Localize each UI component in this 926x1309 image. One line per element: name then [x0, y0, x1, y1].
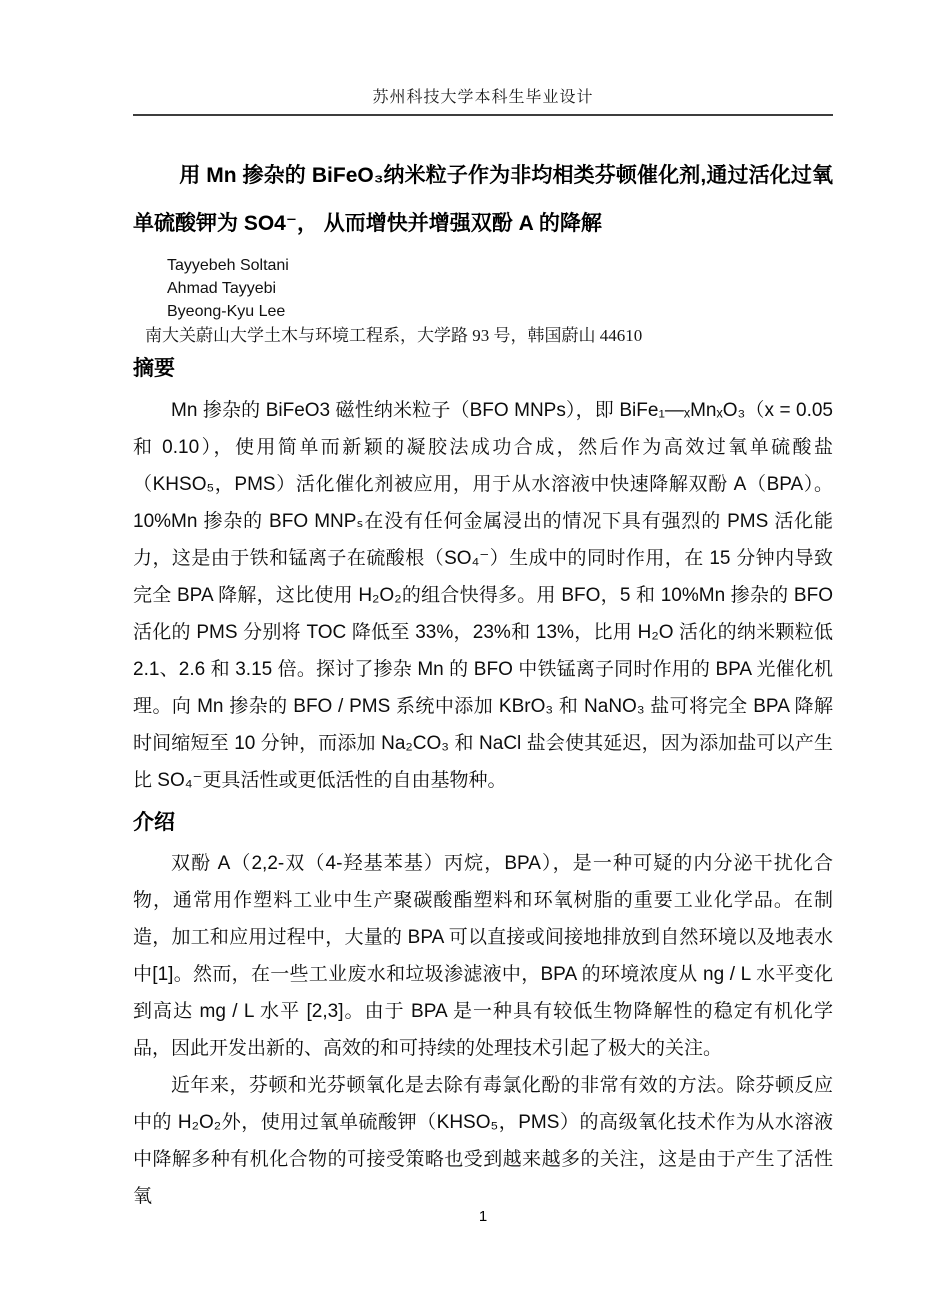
header-title: 苏州科技大学本科生毕业设计	[372, 89, 594, 106]
abstract-body: Mn 掺杂的 BiFeO3 磁性纳米粒子（BFO MNPs），即 BiFe₁—ₓMnₓO₃（x = 0.05 和 0.10），使用简单而新颖的凝胶法成功合成，然后作为高效过氧单硫酸盐（KHSO₅，PMS）活化催化剂被应用，用于从水溶液中快速降解双酚 A（BPA）。10%Mn 掺杂的 BFO MNPₛ在没有任何金属浸出的情况下具有强烈的 PMS 活化能力，这是由于铁和锰离子在硫酸根（SO₄⁻）生成中的同时作用，在 15 分钟内导致完全 BPA 降解，这比使用 H₂O₂的组合快得多。用 BFO，5 和 10%Mn 掺杂的 BFO 活化的 PMS 分别将 TOC 降低至 33%，23%和 13%，比用 H₂O 活化的纳米颗粒低 2.1、2.6 和 3.15 倍。探讨了掺杂 Mn 的 BFO 中铁锰离子同时作用的 BPA 光催化机理。向 Mn 掺杂的 BFO / PMS 系统中添加 KBrO₃ 和 NaNO₃ 盐可将完全 BPA 降解时间缩短至 10 分钟，而添加 Na₂CO₃ 和 NaCl 盐会使其延迟，因为添加盐可以产生比 SO₄⁻更具活性或更低活性的自由基物种。	[133, 400, 833, 791]
running-header	[133, 84, 833, 116]
page-number: 1	[478, 1208, 488, 1225]
abstract-heading: 摘要	[133, 357, 175, 380]
introduction-heading: 介绍	[133, 811, 175, 834]
author-list	[133, 254, 833, 323]
author-name: Ahmad Tayyebi	[167, 280, 277, 297]
affiliation: 南大关蔚山大学土木与环境工程系，大学路 93 号，韩国蔚山 44610	[145, 326, 643, 345]
introduction-paragraph: 近年来，芬顿和光芬顿氧化是去除有毒氯化酚的非常有效的方法。除芬顿反应中的 H₂O₂外，使用过氧单硫酸钾（KHSO₅，PMS）的高级氧化技术作为从水溶液中降解多种有机化合物的可接受策略也受到越来越多的关注，这是由于产生了活性氧	[133, 1075, 833, 1207]
introduction-paragraph: 双酚 A（2,2-双（4-羟基苯基）丙烷，BPA），是一种可疑的内分泌干扰化合物，通常用作塑料工业中生产聚碳酸酯塑料和环氧树脂的重要工业化学品。在制造，加工和应用过程中，大量的 BPA 可以直接或间接地排放到自然环境以及地表水中[1]。然而，在一些工业废水和垃圾渗滤液中，BPA 的环境浓度从 ng / L 水平变化到高达 mg / L 水平 [2,3]。由于 BPA 是一种具有较低生物降解性的稳定有机化学品，因此开发出新的、高效的和可持续的处理技术引起了极大的关注。	[133, 853, 833, 1059]
author-name: Tayyebeh Soltani	[167, 257, 289, 274]
author-name: Byeong-Kyu Lee	[167, 303, 286, 320]
paper-title: 用 Mn 掺杂的 BiFeO₃纳米粒子作为非均相类芬顿催化剂,通过活化过氧单硫酸钾为 SO4⁻， 从而增快并增强双酚 A 的降解	[133, 164, 833, 235]
